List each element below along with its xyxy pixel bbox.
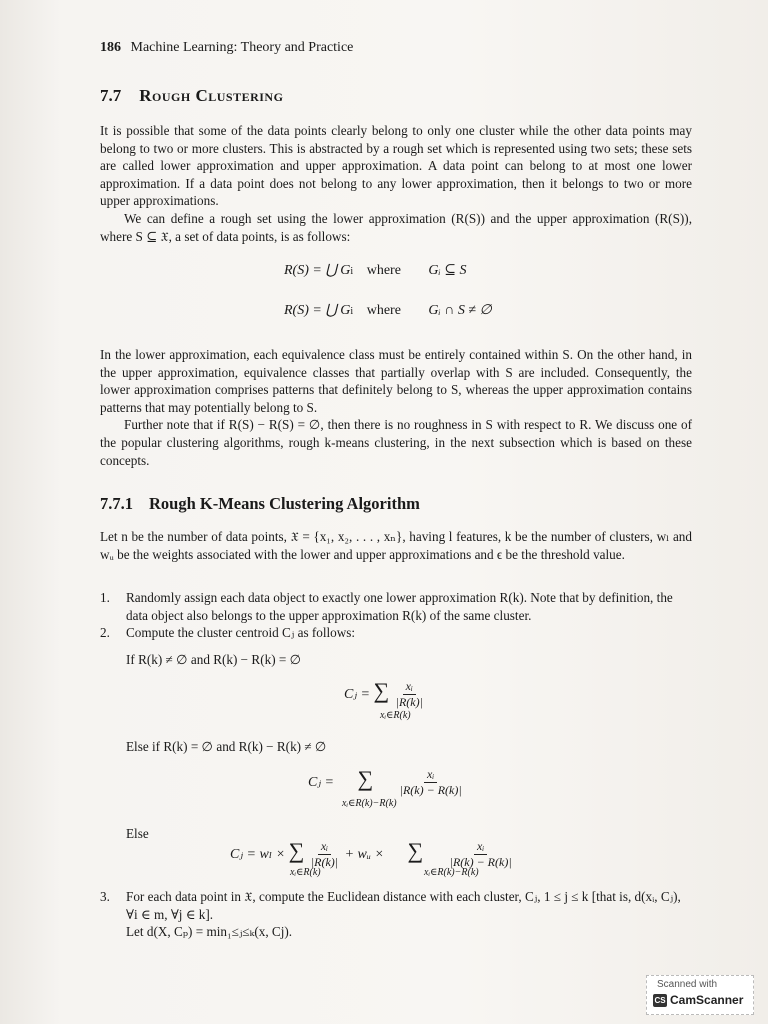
c3-den2: |R(k) − R(k)| [449, 855, 512, 870]
camscanner-watermark [646, 975, 754, 1015]
intro-text [100, 122, 692, 245]
subsection-number: 7.7.1 [100, 494, 133, 513]
eq1-sub: i [350, 266, 354, 277]
algorithm-steps-1-2 [100, 589, 692, 642]
step-3 [100, 888, 692, 941]
c3-index-2: xᵢ∈R(k)−R(k) [424, 867, 479, 878]
sum-symbol: ∑ [373, 678, 390, 703]
section-heading [100, 86, 283, 106]
section-title: Rough Clustering [139, 86, 284, 105]
book-title: Machine Learning: Theory and Practice [130, 40, 354, 55]
c1-lhs: Cⱼ = [344, 687, 370, 702]
c3-fraction-1 [308, 839, 341, 870]
step-1-number: 1. [100, 590, 110, 605]
intro-paragraph: It is possible that some of the data points clearly belong to only one cluster while the other data points may belong to two or more clusters. This is abstracted by a rough set which is represented using two sets; these sets are called lower approximation and upper approximation. A data point can belong to at most one lower approximation. If a data point does not belong to any lower approximation, then it belongs to two or more upper approximations. [100, 123, 692, 209]
case-else: Else [126, 826, 149, 841]
c2-num: xᵢ [424, 767, 437, 783]
step-1-text: Randomly assign each data object to exactly one lower approximation R(k). Note that by definition, the data object also belongs to the upper approximation R(k) of the same cluster. [126, 590, 673, 623]
c1-den: |R(k)| [395, 695, 423, 710]
step-3-last-line: Let d(X, Cₚ) = min₁≤ⱼ≤ₖ(x, Cj). [126, 924, 293, 940]
step-1 [100, 589, 692, 624]
centroid-formula-3 [230, 838, 515, 870]
centroid-formula-1 [344, 678, 426, 710]
lower-approx-equation [284, 262, 466, 279]
eq1-cond: Gᵢ ⊆ S [428, 263, 467, 278]
case-elseif: Else if R(k) = ∅ and R(k) − R(k) ≠ ∅ [126, 739, 327, 754]
subsection-title: Rough K-Means Clustering Algorithm [149, 494, 420, 513]
sum-symbol-4: ∑ [407, 838, 424, 863]
eq2-where: where [366, 303, 401, 318]
let-paragraph: Let n be the number of data points, 𝔛 = {x₁, x₂, . . . , xₙ}, having l features, k be the number of clusters, wₗ and wᵤ be the weights associated with the lower and upper approximations and ϵ be the threshold value. [100, 529, 692, 562]
c2-den: |R(k) − R(k)| [399, 783, 462, 798]
let-text [100, 528, 692, 563]
eq2-lhs: R(S) = ⋃ G [284, 303, 351, 318]
c1-num: xᵢ [403, 679, 416, 695]
c3-den1: |R(k)| [310, 855, 339, 870]
c1-index: xᵢ∈R(k) [380, 710, 411, 721]
eq1-where: where [366, 263, 401, 278]
sum-symbol-3: ∑ [288, 838, 305, 863]
camscanner-logo-icon: CS [654, 996, 666, 1005]
running-header [100, 40, 353, 56]
upper-approx-equation [284, 302, 492, 319]
c3-mid: + wᵤ × [344, 847, 384, 862]
subsection-heading [100, 494, 420, 514]
c3-num1: xᵢ [318, 839, 331, 855]
step-2-number: 2. [100, 625, 110, 641]
c3-lhs: Cⱼ = wₗ × [230, 847, 286, 862]
c3-num2: xᵢ [474, 839, 487, 855]
lower-paragraph: In the lower approximation, each equivalence class must be entirely contained within S. On the other hand, in the upper approximation, equivalence classes that partially overlap with S are included. Consequently, the lower approximation comprises patterns that definitely belong to S, whereas the upper approximation contains patterns that may potentially belong to S. [100, 347, 692, 415]
step-2 [100, 624, 692, 642]
define-paragraph: We can define a rough set using the lower approximation (R(S)) and the upper approximation (R(S)), where S ⊆ 𝔛, a set of data points, is as follows: [100, 210, 692, 244]
c2-fraction [397, 767, 465, 798]
c2-lhs: Cⱼ = [308, 775, 334, 790]
eq2-cond: Gᵢ ∩ S ≠ ∅ [428, 303, 492, 318]
step-3-text: For each data point in 𝔛, compute the Euclidean distance with each cluster, Cⱼ, 1 ≤ j ≤ k [that is, d(xᵢ, Cⱼ), ∀i ∈ m, ∀j ∈ k]. [126, 889, 681, 922]
watermark-brand: CamScanner [670, 993, 744, 1007]
step-2-text: Compute the cluster centroid Cⱼ as follows: [126, 625, 356, 641]
further-paragraph: Further note that if R(S) − R(S) = ∅, then there is no roughness in S with respect to R. We discuss one of the popular clustering algorithms, rough k-means clustering, in the next subsection which is based on these concepts. [100, 417, 692, 468]
c3-fraction-2 [447, 839, 515, 870]
explanation-text [100, 346, 692, 469]
page-number: 186 [100, 40, 121, 55]
c2-index: xᵢ∈R(k)−R(k) [342, 798, 397, 809]
case-if: If R(k) ≠ ∅ and R(k) − R(k) = ∅ [126, 652, 302, 667]
watermark-line1: Scanned with [657, 979, 718, 990]
c1-fraction [393, 679, 426, 710]
algorithm-step-3 [100, 888, 692, 941]
sum-symbol-2: ∑ [357, 766, 374, 791]
eq1-lhs: R(S) = ⋃ G [284, 263, 351, 278]
centroid-formula-2 [308, 766, 465, 798]
section-number: 7.7 [100, 86, 122, 105]
eq2-sub: i [350, 306, 354, 317]
step-3-number: 3. [100, 889, 110, 904]
c3-index-1: xᵢ∈R(k) [290, 867, 321, 878]
